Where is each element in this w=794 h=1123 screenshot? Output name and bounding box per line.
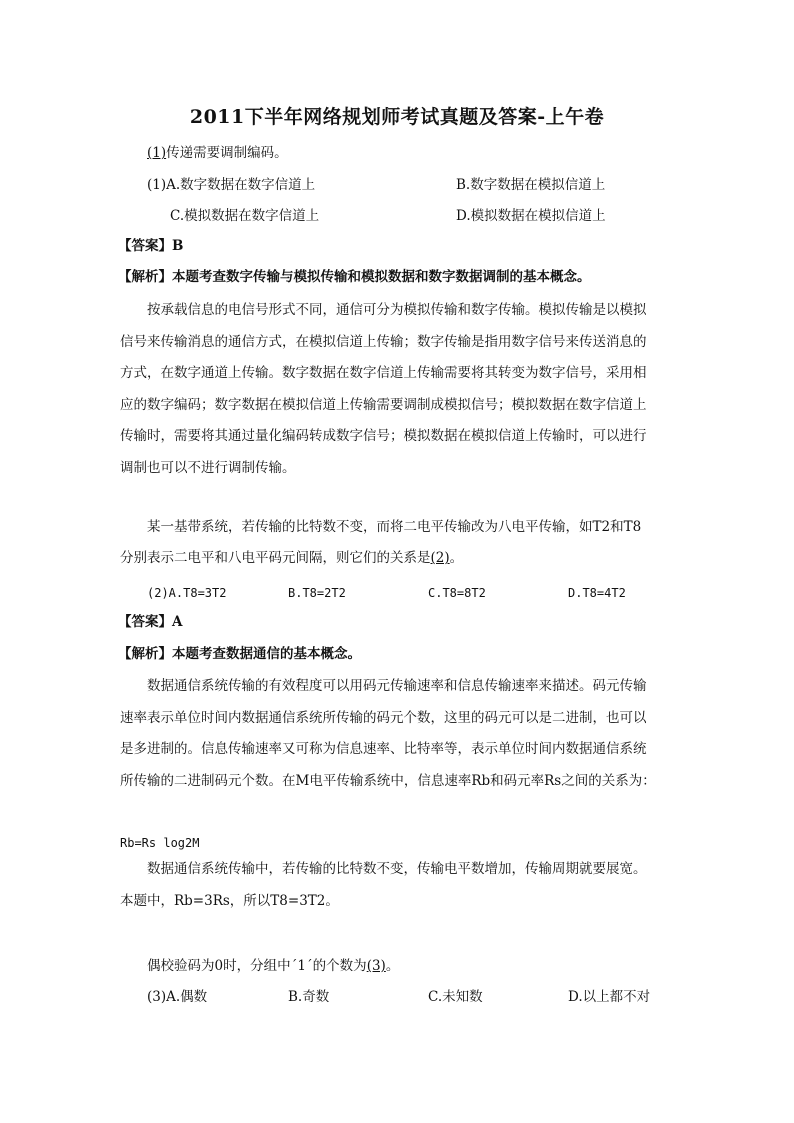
q2-option-c: C.T8=8T2 <box>428 586 486 600</box>
q1-analysis-line: 按承载信息的电信号形式不同，通信可分为模拟传输和数字传输。模拟传输是以模拟 <box>147 302 647 318</box>
q2-stem-text: 分别表示二电平和八电平码元间隔，则它们的关系是 <box>120 550 431 566</box>
q2-stem-end: 。 <box>449 550 464 566</box>
q2-analysis-line: 是多进制的。信息传输速率又可称为信息速率、比特率等，表示单位时间内数据通信系统 <box>120 741 647 758</box>
q1-option-d: D.模拟数据在模拟信道上 <box>456 208 606 224</box>
q2-stem-line1: 某一基带系统，若传输的比特数不变，而将二电平传输改为八电平传输，如T2和T8 <box>147 519 642 535</box>
q2-analysis-title: 本题考查数据通信的基本概念。 <box>172 646 361 662</box>
q1-analysis-line: 应的数字编码；数字数据在模拟信道上传输需要调制成模拟信号；模拟数据在数字信道上 <box>120 396 647 413</box>
q3-stem <box>147 957 399 975</box>
q1-answer-value: B <box>172 238 184 254</box>
q2-answer-value: A <box>172 614 183 630</box>
q3-option-a: (3)A.偶数 <box>147 989 208 1005</box>
q2-conclusion-line2: 本题中，Rb=3Rs，所以T8=3T2。 <box>120 893 339 909</box>
q2-conclusion-line1: 数据通信系统传输中，若传输的比特数不变，传输电平数增加，传输周期就要展宽。 <box>147 861 647 877</box>
q1-stem <box>147 144 288 162</box>
q2-option-d: D.T8=4T2 <box>568 586 626 600</box>
q2-analysis-body <box>120 671 680 797</box>
q2-formula: Rb=Rs log2M <box>120 836 200 850</box>
q1-analysis-body <box>120 295 680 485</box>
q2-analysis-line: 速率表示单位时间内数据通信系统所传输的码元个数，这里的码元可以是二进制，也可以 <box>120 709 647 726</box>
q1-analysis-line: 传输时，需要将其通过量化编码转成数字信号；模拟数据在模拟信道上传输时，可以进行 <box>120 428 647 445</box>
q1-option-b: B.数字数据在模拟信道上 <box>456 177 606 193</box>
q1-analysis-line: 方式，在数字通道上传输。数字数据在数字信道上传输需要将其转变为数字信号，采用相 <box>120 365 647 382</box>
q1-analysis-line: 信号来传输消息的通信方式，在模拟信道上传输；数字传输是指用数字信号来传送消息的 <box>120 333 647 350</box>
q2-answer <box>118 613 182 631</box>
q3-option-b: B.奇数 <box>288 989 330 1005</box>
q1-answer-label: 【答案】 <box>118 238 172 254</box>
q1-analysis-title: 本题考查数字传输与模拟传输和模拟数据和数字数据调制的基本概念。 <box>172 269 591 285</box>
q2-answer-label: 【答案】 <box>118 614 172 630</box>
q2-analysis-line: 数据通信系统传输的有效程度可以用码元传输速率和信息传输速率来描述。码元传输 <box>147 678 647 694</box>
q1-analysis-line: 调制也可以不进行调制传输。 <box>120 459 296 476</box>
q2-blank: (2) <box>430 550 450 566</box>
q1-analysis-label: 【解析】 <box>118 269 172 285</box>
q1-option-c: C.模拟数据在数字信道上 <box>170 208 320 224</box>
q1-analysis-heading <box>118 268 591 286</box>
q1-option-a: (1)A.数字数据在数字信道上 <box>147 177 316 193</box>
q3-option-c: C.未知数 <box>428 989 483 1005</box>
q3-blank: (3) <box>366 958 386 974</box>
q2-analysis-heading <box>118 645 361 663</box>
q2-analysis-line: 所传输的二进制码元个数。在M电平传输系统中，信息速率Rb和码元率Rs之间的关系为： <box>120 772 656 789</box>
q3-option-d: D.以上都不对 <box>568 989 651 1005</box>
q2-option-b: B.T8=2T2 <box>288 586 346 600</box>
q2-stem-line2 <box>120 549 463 567</box>
q2-analysis-label: 【解析】 <box>118 646 172 662</box>
q2-option-a: (2)A.T8=3T2 <box>147 586 227 600</box>
q1-stem-text: 传递需要调制编码。 <box>166 145 288 161</box>
document-title: 2011下半年网络规划师考试真题及答案-上午卷 <box>189 106 605 128</box>
q1-answer <box>118 237 183 255</box>
q1-blank: (1) <box>147 145 167 161</box>
q3-stem-end: 。 <box>385 958 400 974</box>
q3-stem-text: 偶校验码为0时，分组中ˊ1ˊ的个数为 <box>147 958 367 974</box>
